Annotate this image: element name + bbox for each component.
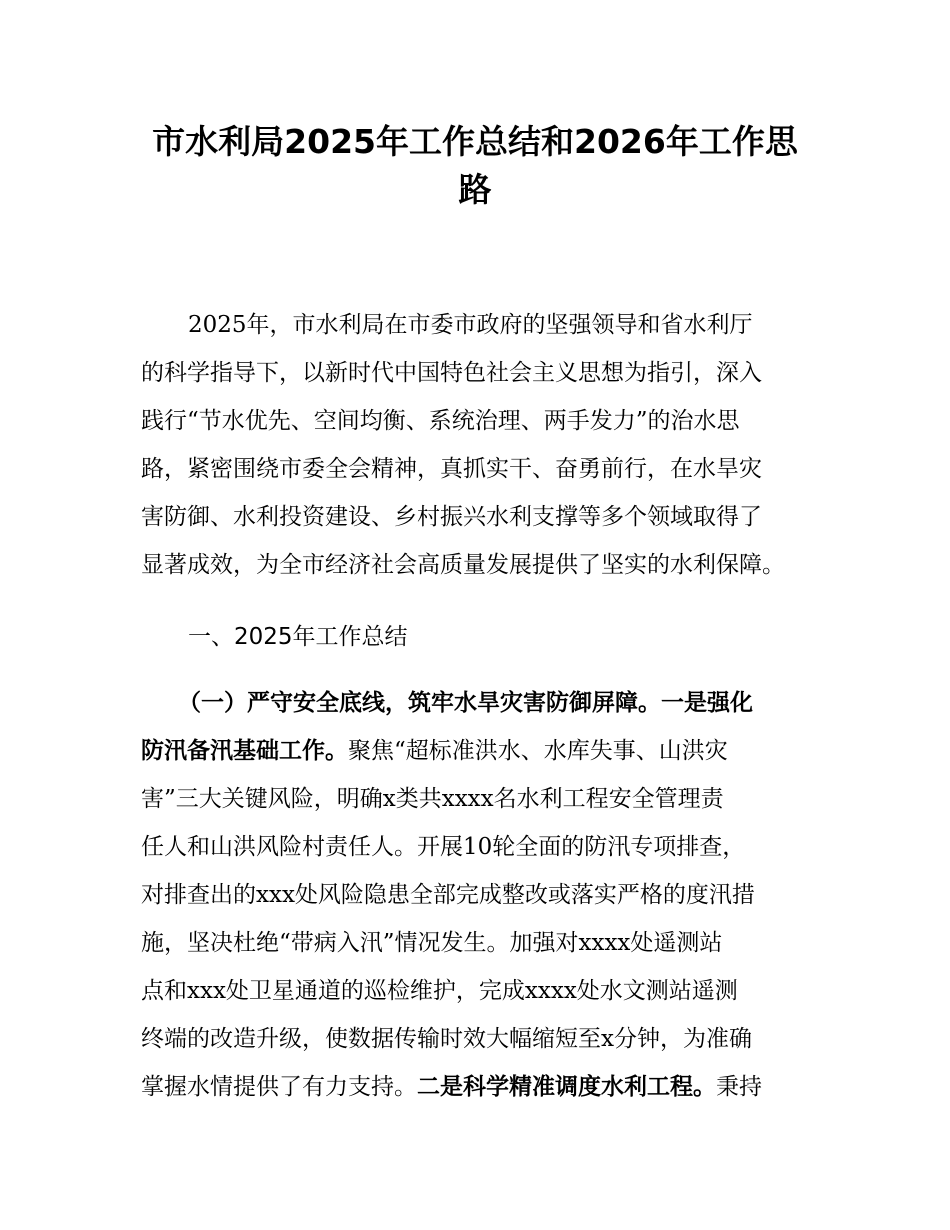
- intro-line: 显著成效，为全市经济社会高质量发展提供了坚实的水利保障。: [141, 552, 785, 578]
- bold-lead: 防汛备汛基础工作。: [141, 738, 348, 764]
- document-title-line2: 路: [458, 170, 492, 209]
- intro-line: 2025年，市水利局在市委市政府的坚强领导和省水利厅: [188, 312, 753, 338]
- intro-line: 害防御、水利投资建设、乡村振兴水利支撑等多个领域取得了: [141, 504, 762, 530]
- paragraph-line: 终端的改造升级，使数据传输时效大幅缩短至x分钟，为准确: [141, 1026, 752, 1052]
- paragraph-line: [141, 736, 728, 766]
- document-title-line1: 市水利局2025年工作总结和2026年工作思: [152, 122, 798, 161]
- bold-lead: 二是科学精准调度水利工程。: [417, 1074, 716, 1100]
- paragraph-line: 任人和山洪风险村责任人。开展10轮全面的防汛专项排查，: [141, 834, 746, 860]
- paragraph-line: 害”三大关键风险，明确x类共xxxx名水利工程安全管理责: [141, 786, 724, 812]
- section-heading: 一、2025年工作总结: [188, 624, 408, 650]
- paragraph-line: 对排查出的xxx处风险隐患全部完成整改或落实严格的度汛措: [141, 882, 755, 908]
- paragraph-line: 点和xxx处卫星通道的巡检维护，完成xxxx处水文测站遥测: [141, 978, 738, 1004]
- subsection-heading: （一）严守安全底线，筑牢水旱灾害防御屏障。一是强化: [178, 690, 753, 716]
- intro-line: 路，紧密围绕市委全会精神，真抓实干、奋勇前行，在水旱灾: [141, 456, 762, 482]
- intro-line: 践行“节水优先、空间均衡、系统治理、两手发力”的治水思: [141, 408, 740, 434]
- intro-line: 的科学指导下，以新时代中国特色社会主义思想为指引，深入: [141, 360, 762, 386]
- body-text: 掌握水情提供了有力支持。: [141, 1074, 417, 1100]
- paragraph-line: [141, 1072, 762, 1102]
- body-text: 聚焦“超标准洪水、水库失事、山洪灾: [348, 738, 728, 764]
- paragraph-line: 施，坚决杜绝“带病入汛”情况发生。加强对xxxx处遥测站: [141, 930, 723, 956]
- body-text: 秉持: [716, 1074, 762, 1100]
